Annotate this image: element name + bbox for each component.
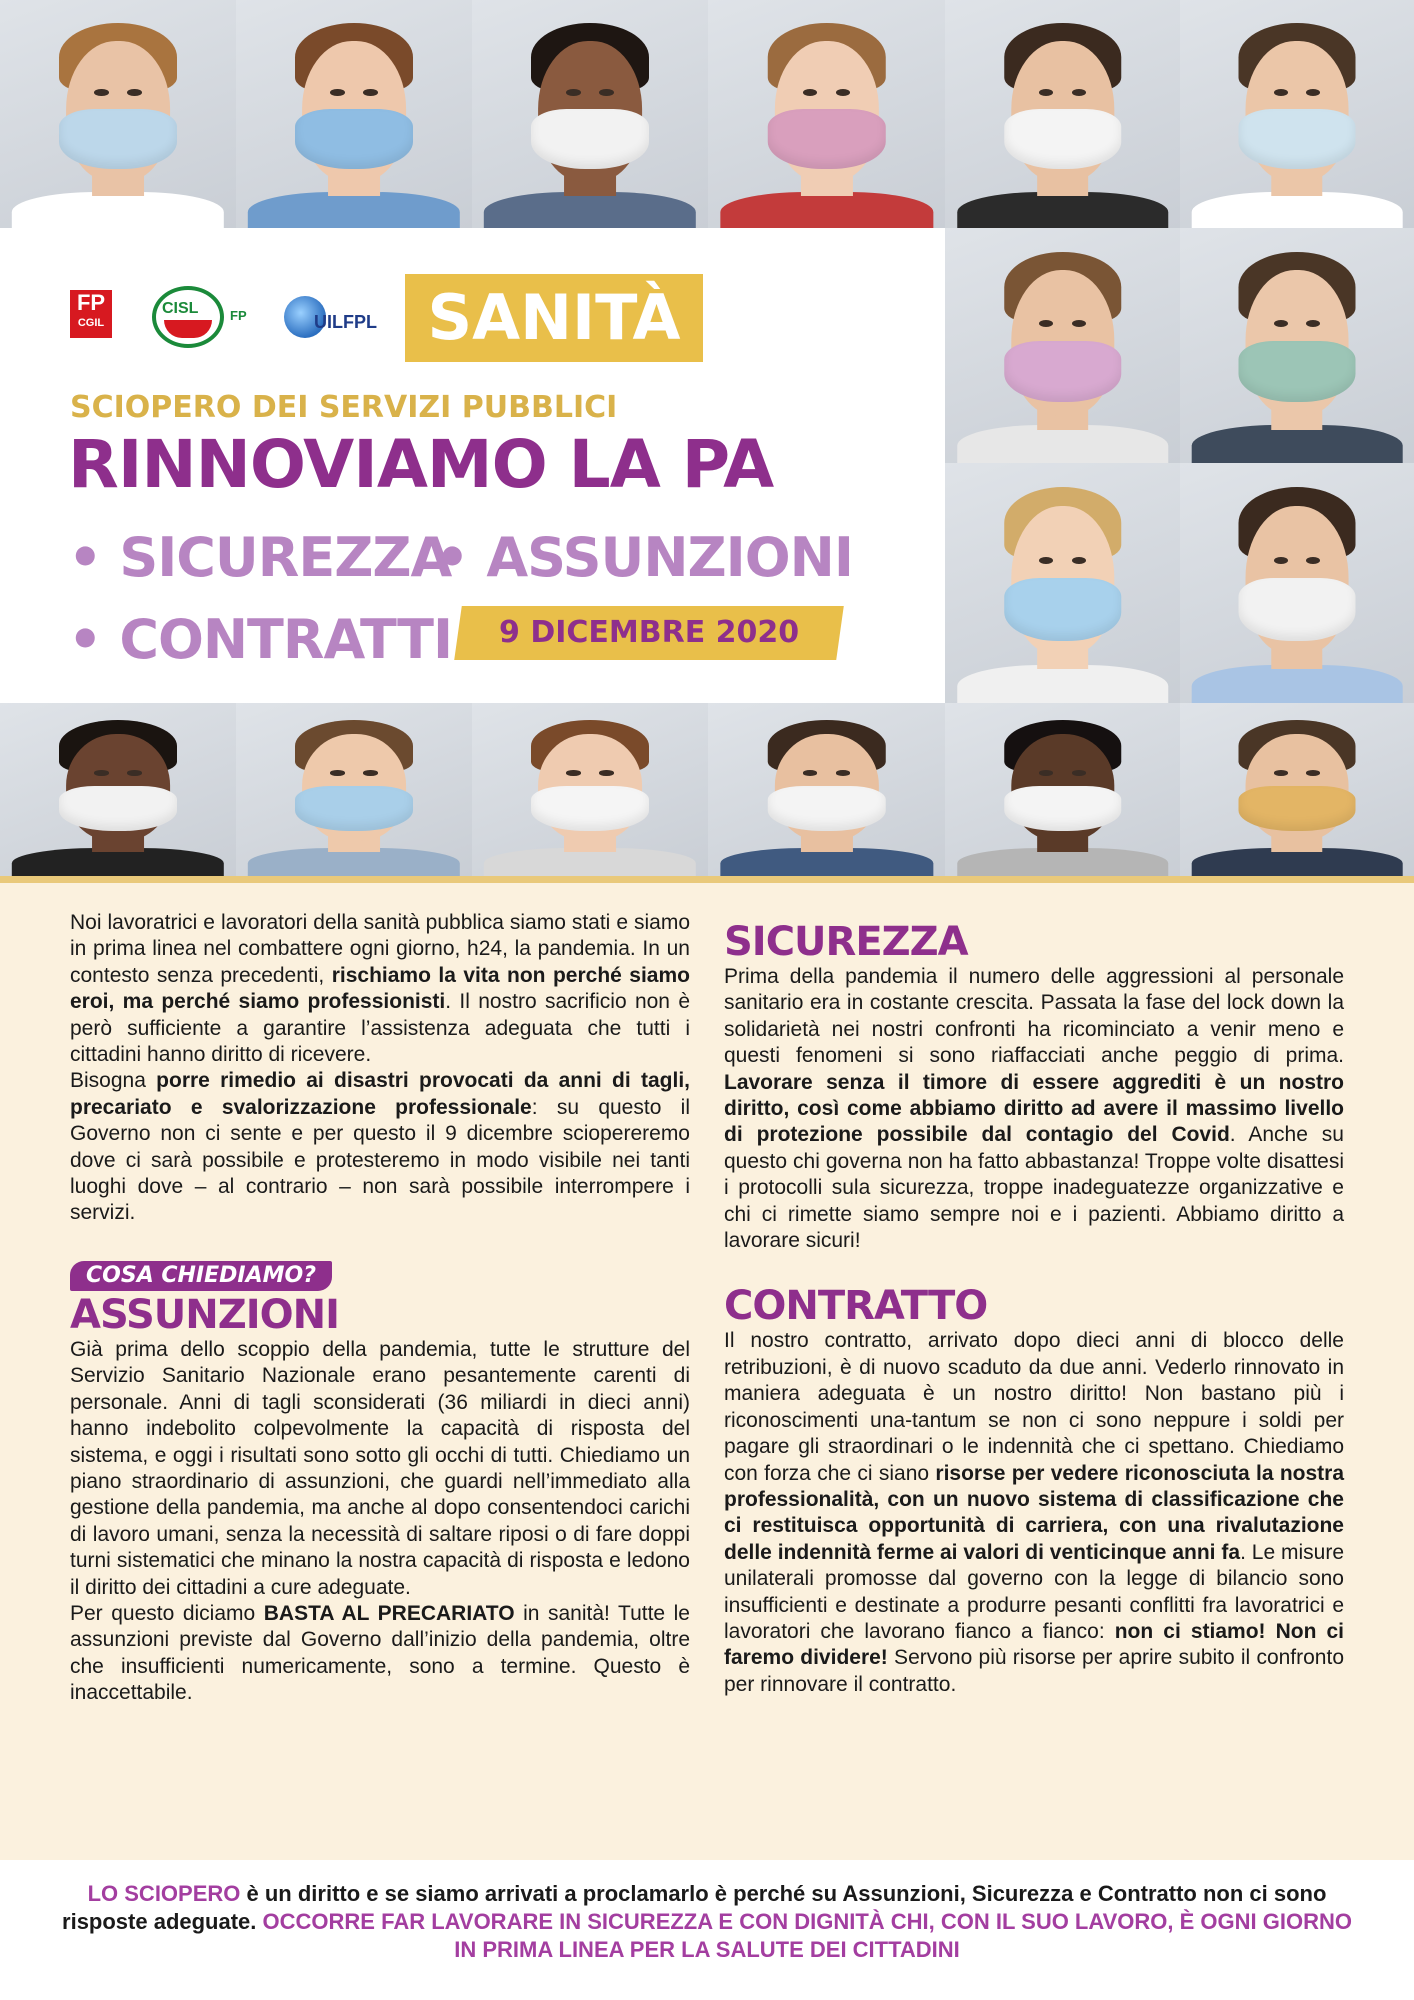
portrait-eye xyxy=(566,89,580,96)
portrait-photo xyxy=(0,0,236,228)
footer-lead: LO SCIOPERO xyxy=(87,1881,241,1906)
portrait-photo xyxy=(945,228,1180,463)
portrait-eye xyxy=(1039,89,1053,96)
footer-body: è un diritto e se siamo arrivati a proclamarlo è perché su Assunzioni, Sicurezza e Contratto non ci sono risposte adeguate. xyxy=(62,1881,1327,1934)
portrait-shirt xyxy=(1192,665,1403,703)
portrait-eye xyxy=(1274,770,1288,775)
face-mask-icon xyxy=(531,109,649,168)
assunzioni-title: ASSUNZIONI xyxy=(70,1291,339,1338)
face-mask-icon xyxy=(1239,109,1356,168)
left-column xyxy=(70,910,690,1707)
strike-kicker: SCIOPERO DEI SERVIZI PUBBLICI xyxy=(70,390,618,425)
text-run-0: Per questo diciamo xyxy=(70,1601,264,1625)
portrait-eye xyxy=(599,770,613,775)
portrait-eye xyxy=(1306,557,1320,564)
face-mask-icon xyxy=(59,786,177,831)
fp-cgil-logo-line1: FP xyxy=(76,290,106,315)
text-run-2: : su questo il Governo non ci sente e per questo il 9 dicembre sciopereremo dove ci sarà possibile e protesteremo in modo visibile nei tanti luoghi dove – al contrario – non sarà possibile interrompere i servizi. xyxy=(70,1095,691,1225)
portrait-shirt xyxy=(957,848,1169,876)
portrait-eye xyxy=(1072,89,1086,96)
portrait-eye xyxy=(363,89,377,96)
text-run-2: in sanità! Tutte le assunzioni previste dal Governo dall’inizio della pandemia, oltre che insufficienti numericamente, sono a termine. Questo è inaccettabile. xyxy=(70,1601,690,1705)
portrait-eye xyxy=(94,770,108,775)
fp-cgil-logo xyxy=(70,290,112,338)
portrait-photo xyxy=(1180,463,1414,703)
portrait-eye xyxy=(330,770,344,775)
text-run-2: . Le misure unilaterali promosse dal governo con la legge di bilancio sono insufficienti e destinate a produrre pesanti conflitti fra lavoratrici e lavoratori che lavorano fianco a fianco: xyxy=(724,1540,1345,1643)
portrait-eye xyxy=(1039,770,1053,775)
pillar-assunzioni: • ASSUNZIONI xyxy=(435,526,853,589)
portrait-eye xyxy=(1306,89,1320,96)
footer-text xyxy=(60,1880,1354,1964)
uil-fpl-logo xyxy=(278,290,388,346)
bold-run-3: non ci stiamo! Non ci faremo dividere! xyxy=(724,1619,1344,1670)
text-run-2: . Anche su questo chi governa non ha fatto abbastanza! Troppe volte disattesi i protocolli sula sicurezza, troppe inadeguatezze organizzative e chi ci rimette siamo sempre noi e i pazienti. Abbiamo diritto a lavorare sicuri! xyxy=(724,1123,1344,1253)
sanita-badge: SANITÀ xyxy=(405,274,703,362)
portrait-shirt xyxy=(484,192,696,228)
text-run-2: . Il nostro sacrificio non è però sufficiente a garantire l’assistenza adeguata che tutti i cittadini hanno diritto di ricevere. xyxy=(70,990,690,1067)
portrait-photo xyxy=(472,703,708,876)
portrait-eye xyxy=(1039,557,1053,564)
portrait-eye xyxy=(803,89,817,96)
portrait-photo xyxy=(1180,0,1414,228)
portrait-eye xyxy=(836,89,850,96)
assunzioni-paragraph-2 xyxy=(70,1601,690,1707)
text-run-0: Prima della pandemia il numero delle aggressioni al personale sanitario era in costante crescita. Passata la fase del lock down la solidarietà nei nostri confronti ha ricominciato a venir meno e questi fenomeni si sono riaffacciati anche peggio di prima. xyxy=(724,965,1344,1068)
portrait-eye xyxy=(127,89,141,96)
portrait-eye xyxy=(1274,320,1288,327)
portrait-shirt xyxy=(484,848,696,876)
portrait-eye xyxy=(1306,770,1320,775)
portrait-eye xyxy=(94,89,108,96)
cosa-chiediamo-tag: COSA CHIEDIAMO? xyxy=(70,1261,332,1291)
portrait-eye xyxy=(599,89,613,96)
sicurezza-paragraph xyxy=(724,964,1344,1254)
portrait-photo xyxy=(708,703,945,876)
portrait-photo xyxy=(1180,228,1414,463)
face-mask-icon xyxy=(295,786,413,831)
assunzioni-paragraph-1 xyxy=(70,1337,690,1601)
portrait-eye xyxy=(1072,770,1086,775)
text-run-0: Il nostro contratto, arrivato dopo dieci anni di blocco delle retribuzioni, è di nuovo scaduto da due anni. Vederlo rinnovato in maniera adeguata è un nostro diritto! Non bastano più i riconoscimenti una-tantum se non ci sono neppure i soldi per pagare gli straordinari o le indennità che ci spettano. Chiediamo con forza che ci siano xyxy=(724,1329,1344,1485)
portrait-eye xyxy=(1274,557,1288,564)
face-mask-icon xyxy=(767,109,886,168)
face-mask-icon xyxy=(1239,341,1356,402)
contratto-paragraph xyxy=(724,1328,1344,1698)
text-run-0: Bisogna xyxy=(70,1069,157,1093)
portrait-shirt xyxy=(12,848,224,876)
uil-fpl-logo-text: UILFPL xyxy=(314,312,377,332)
portrait-shirt xyxy=(1192,425,1403,463)
portrait-photo xyxy=(945,0,1180,228)
portrait-photo xyxy=(1180,703,1414,876)
portrait-eye xyxy=(1039,320,1053,327)
bold-run-1: BASTA AL PRECARIATO xyxy=(263,1601,515,1625)
cisl-fp-logo xyxy=(152,286,272,348)
portrait-eye xyxy=(330,89,344,96)
header-block xyxy=(0,228,945,703)
bold-run-1: Lavorare senza il timore di essere aggrediti è un nostro diritto, così come abbiamo diritto ad avere il massimo livello di protezione possibile dal contagio del Covid xyxy=(724,1070,1344,1147)
portrait-eye xyxy=(1306,320,1320,327)
face-mask-icon xyxy=(1004,578,1122,640)
portrait-shirt xyxy=(1192,192,1403,228)
portrait-shirt xyxy=(720,192,933,228)
contratto-title: CONTRATTO xyxy=(724,1283,988,1330)
footer-emphasis: OCCORRE FAR LAVORARE IN SICUREZZA E CON DIGNITÀ CHI, CON IL SUO LAVORO, È OGNI GIORNO IN PRIMA LINEA PER LA SALUTE DEI CITTADINI xyxy=(262,1909,1352,1962)
right-column xyxy=(724,920,1344,1698)
bold-run-1: rischiamo la vita non perché siamo eroi, ma perché siamo professionisti xyxy=(70,963,690,1014)
text-run-0: Noi lavoratrici e lavoratori della sanità pubblica siamo stati e siamo in prima linea nel combattere ogni giorno, h24, la pandemia. In un contesto senza precedenti, xyxy=(70,911,690,987)
text-run-4: Servono più risorse per aprire subito il confronto per rinnovare il contratto. xyxy=(724,1646,1344,1696)
portrait-eye xyxy=(1072,320,1086,327)
date-badge xyxy=(454,606,844,660)
portrait-eye xyxy=(363,770,377,775)
face-mask-icon xyxy=(1239,578,1356,640)
bold-run-1: risorse per vedere riconosciuta la nostra professionalità, con un nuovo sistema di classificazione che ci restituisca opportunità di carriera, con una rivalutazione delle indennità ferme ai valori di venticinque anni fa xyxy=(724,1461,1344,1564)
face-mask-icon xyxy=(1004,786,1122,831)
portrait-photo xyxy=(0,703,236,876)
footer xyxy=(0,1860,1414,2000)
portrait-eye xyxy=(566,770,580,775)
sicurezza-title: SICUREZZA xyxy=(724,919,968,965)
portrait-shirt xyxy=(720,848,933,876)
portrait-eye xyxy=(1274,89,1288,96)
portrait-eye xyxy=(1072,557,1086,564)
face-mask-icon xyxy=(531,786,649,831)
pillar-contratti: • CONTRATTI xyxy=(68,608,453,671)
intro-paragraph xyxy=(70,910,690,1068)
cisl-logo-text: CISL xyxy=(162,300,199,317)
portrait-shirt xyxy=(957,665,1169,703)
portrait-photo xyxy=(236,0,472,228)
portrait-photo xyxy=(236,703,472,876)
cisl-fp-logo-text: FP xyxy=(230,308,247,323)
face-mask-icon xyxy=(1004,341,1122,402)
text-run-0: Già prima dello scoppio della pandemia, tutte le strutture del Servizio Sanitario Nazionale erano pesantemente carenti di personale. Anni di tagli sconsiderati (36 miliardi in dieci anni) hanno indebolito colpevolmente la capacità di risposta del sistema, e oggi i risultati sono sotto gli occhi di tutti. Chiediamo un piano straordinario di assunzioni, che guardi nell’immediato alla gestione della pandemia, ma anche al dopo consentendoci carichi di lavoro umani, senza la necessità di saltare riposi o di fare doppi turni sistematici che minano la nostra capacità di risposta e ledono il diritto dei cittadini a cure adeguate. xyxy=(70,1337,690,1599)
portrait-shirt xyxy=(248,848,460,876)
bold-run-1: porre rimedio ai disastri provocati da anni di tagli, precariato e svalorizzazione professionale xyxy=(70,1069,690,1119)
divider xyxy=(0,876,1414,883)
portrait-shirt xyxy=(1192,848,1403,876)
portrait-shirt xyxy=(957,425,1169,463)
portrait-shirt xyxy=(957,192,1169,228)
face-mask-icon xyxy=(1239,786,1356,831)
fp-cgil-logo-line2: CGIL xyxy=(77,317,105,329)
date-text: 9 DICEMBRE 2020 xyxy=(498,615,800,650)
face-mask-icon xyxy=(295,109,413,168)
portrait-photo xyxy=(945,463,1180,703)
portrait-shirt xyxy=(248,192,460,228)
portrait-photo xyxy=(945,703,1180,876)
portrait-eye xyxy=(127,770,141,775)
portrait-eye xyxy=(803,770,817,775)
page-title: RINNOVIAMO LA PA xyxy=(68,426,774,503)
portrait-eye xyxy=(836,770,850,775)
face-mask-icon xyxy=(1004,109,1122,168)
portrait-shirt xyxy=(12,192,224,228)
portrait-photo xyxy=(472,0,708,228)
intro-paragraph-2 xyxy=(70,1068,690,1226)
face-mask-icon xyxy=(767,786,886,831)
pillar-sicurezza: • SICUREZZA xyxy=(68,526,452,589)
face-mask-icon xyxy=(59,109,177,168)
portrait-photo xyxy=(708,0,945,228)
